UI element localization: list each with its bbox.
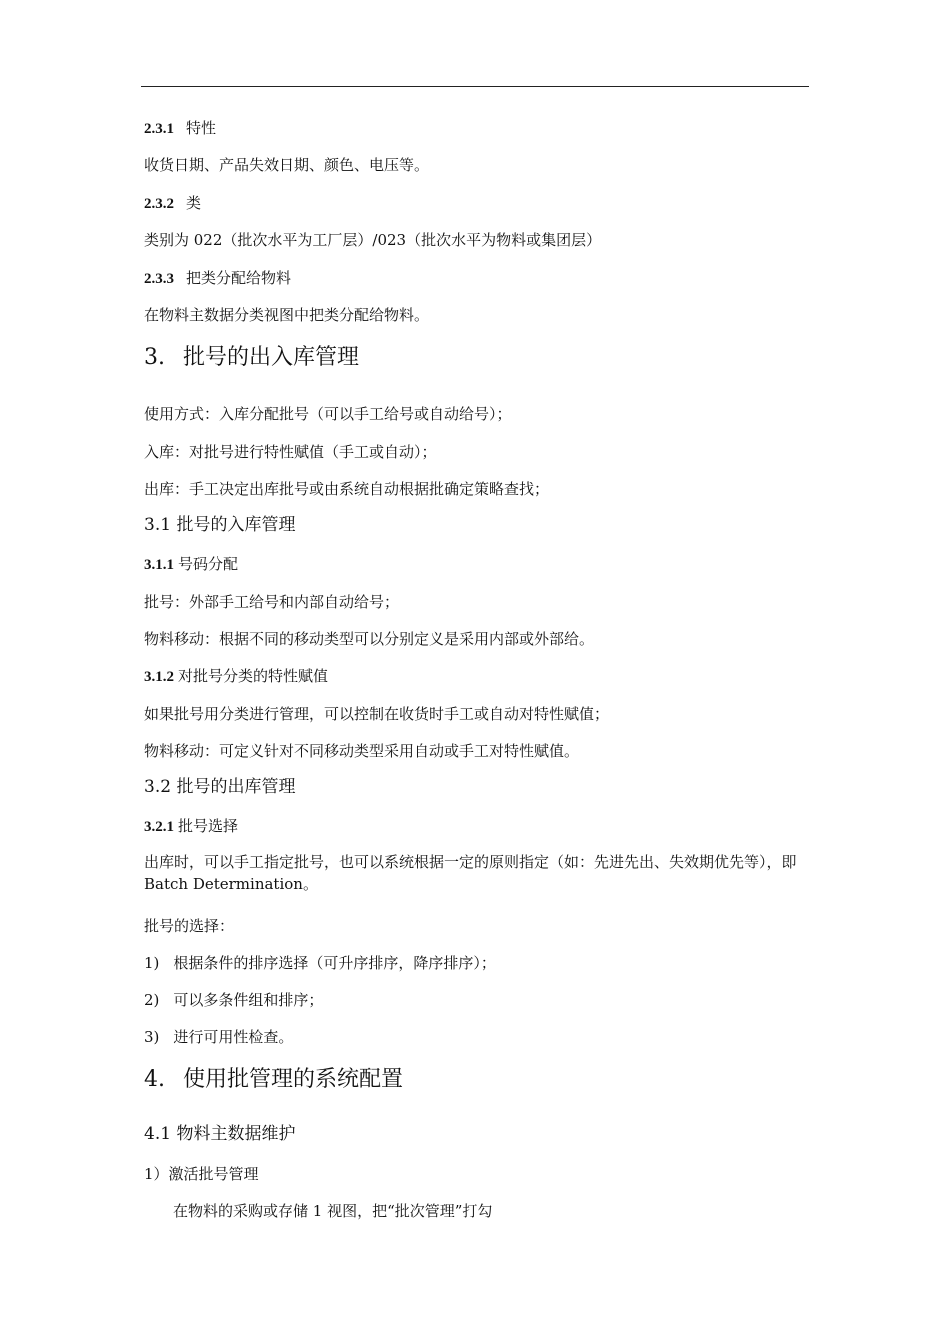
paragraph: 入库：对批号进行特性赋值（手工或自动）； (144, 443, 437, 461)
paragraph: 物料移动：可定义针对不同移动类型采用自动或手工对特性赋值。 (144, 742, 580, 760)
paragraph: 在物料主数据分类视图中把类分配给物料。 (144, 306, 430, 324)
header-rule (141, 86, 809, 87)
section-heading-4-1: 4.1 物料主数据维护 (144, 1124, 296, 1144)
paragraph: 收货日期、产品失效日期、颜色、电压等。 (144, 156, 430, 174)
section-heading-2-3-2: 2.3.2 类 (144, 194, 202, 212)
list-item: 3) 进行可用性检查。 (144, 1028, 294, 1046)
chapter-heading-4: 4. 使用批管理的系统配置 (144, 1067, 404, 1092)
section-heading-2-3-1: 2.3.1 特性 (144, 119, 217, 137)
paragraph: 出库：手工决定出库批号或由系统自动根据批确定策略查找； (144, 480, 550, 498)
chapter-heading-3: 3. 批号的出入库管理 (144, 345, 360, 370)
section-heading-2-3-3: 2.3.3 把类分配给物料 (144, 269, 292, 287)
section-heading-3-2-1: 3.2.1 批号选择 (144, 817, 239, 835)
paragraph: 如果批号用分类进行管理，可以控制在收货时手工或自动对特性赋值； (144, 705, 610, 723)
paragraph: 批号的选择： (144, 917, 235, 935)
paragraph: 使用方式：入库分配批号（可以手工给号或自动给号）； (144, 405, 512, 423)
paragraph: 在物料的采购或存储 1 视图，把“批次管理”打勾 (173, 1202, 493, 1220)
paragraph: 物料移动：根据不同的移动类型可以分别定义是采用内部或外部给。 (144, 630, 595, 648)
paragraph: 1）激活批号管理 (144, 1165, 259, 1183)
section-heading-3-1-2: 3.1.2 对批号分类的特性赋值 (144, 667, 329, 685)
section-heading-3-2: 3.2 批号的出库管理 (144, 777, 296, 797)
paragraph: 出库时，可以手工指定批号，也可以系统根据一定的原则指定（如：先进先出、失效期优先等），即 Batch Determination。 (144, 853, 797, 893)
section-heading-3-1-1: 3.1.1 号码分配 (144, 555, 239, 573)
list-item: 2) 可以多条件组和排序； (144, 991, 324, 1009)
list-item: 1) 根据条件的排序选择（可升序排序，降序排序）； (144, 954, 496, 972)
paragraph: 类别为 022（批次水平为工厂层）/023（批次水平为物料或集团层） (144, 231, 602, 249)
section-heading-3-1: 3.1 批号的入库管理 (144, 515, 296, 535)
paragraph: 批号：外部手工给号和内部自动给号； (144, 593, 400, 611)
